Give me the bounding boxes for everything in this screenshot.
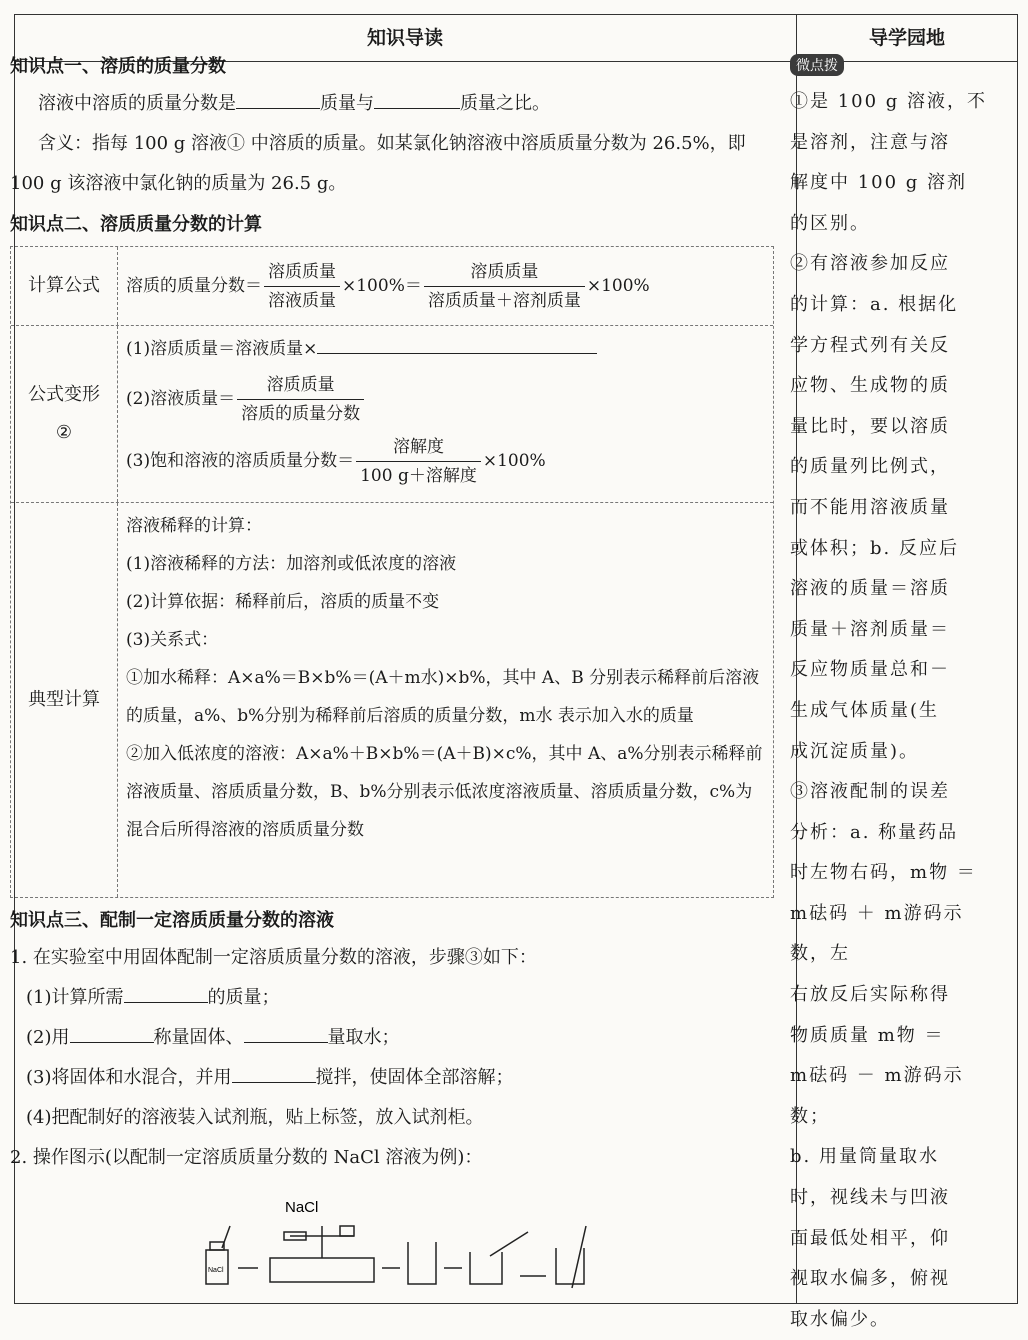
- tip-label: 微点拨: [790, 54, 844, 76]
- bottle-label: NaCl: [208, 1267, 224, 1274]
- side-line: 面最低处相平，仰: [790, 1227, 950, 1249]
- side-line: 时左物右码，m物 ＝: [790, 862, 977, 884]
- side-line: 视取水偏多，俯视: [790, 1268, 950, 1290]
- side-line: ①是 100 g 溶液，不: [790, 91, 988, 112]
- side-line: 的计算：a. 根据化: [790, 293, 959, 315]
- row-label: 典型计算: [11, 503, 118, 897]
- side-line: 解度中 100 g 溶剂: [790, 172, 968, 194]
- k3-title: 知识点三、配制一定溶质质量分数的溶液: [10, 910, 334, 931]
- tip-badge: [790, 54, 990, 76]
- text: 溶质的质量分数＝: [126, 276, 262, 296]
- line: [126, 368, 765, 430]
- k3-s1b: [10, 1018, 775, 1058]
- side-line: 应物、生成物的质: [790, 375, 950, 397]
- denominator: 100 g＋溶解度: [360, 465, 477, 486]
- side-text: [790, 82, 990, 1340]
- numerator: 溶质质量: [424, 258, 585, 287]
- fraction: [264, 258, 340, 315]
- side-line: 取水偏少。: [790, 1308, 890, 1330]
- k3-s1d: (4)把配制好的溶液装入试剂瓶，贴上标签，放入试剂柜。: [26, 1107, 484, 1128]
- side-line: 的质量列比例式，: [790, 456, 950, 478]
- side-line: m砝码 ＋ m游码示数，左: [790, 902, 964, 965]
- side-line: 时，视线未与凹液: [790, 1187, 950, 1209]
- line: (1)溶液稀释的方法：加溶剂或低浓度的溶液: [126, 554, 457, 574]
- text: 搅拌，使固体全部溶解；: [315, 1067, 514, 1088]
- text: (2)用: [26, 1027, 70, 1048]
- operation-diagram: [200, 1196, 620, 1296]
- side-line: 溶液的质量＝溶质: [790, 578, 950, 600]
- table-row: [11, 247, 773, 326]
- side-line: 生成气体质量(生: [790, 699, 940, 721]
- k1-p2: 含义：指每 100 g 溶液① 中溶质的质量。如某氯化钠溶液中溶质质量分数为 26.5%，即 100 g 该溶液中氯化钠的质量为 26.5 g。: [10, 133, 746, 194]
- denominator: 溶质的质量分数: [241, 403, 361, 424]
- header-right-title: 导学园地: [868, 27, 945, 49]
- blank[interactable]: [236, 88, 320, 109]
- table-row: [11, 503, 773, 897]
- blank[interactable]: [317, 333, 597, 354]
- reagent-bottle-icon: [206, 1226, 230, 1284]
- row-content: [118, 326, 773, 502]
- side-line: 物质质量 m物 ＝: [790, 1024, 945, 1046]
- numerator: 溶质质量: [264, 258, 340, 287]
- side-line: 的区别。: [790, 212, 870, 234]
- side-line: 成沉淀质量)。: [790, 740, 920, 762]
- text: (1)溶质质量＝溶液质量×: [126, 339, 318, 359]
- text: ×100%: [586, 276, 650, 296]
- table-row: [11, 326, 773, 503]
- text: (3)饱和溶液的溶质质量分数＝: [126, 451, 355, 471]
- blank[interactable]: [232, 1062, 316, 1083]
- blank[interactable]: [124, 982, 208, 1003]
- side-line: 量比时，要以溶质: [790, 415, 950, 437]
- blank[interactable]: [374, 88, 460, 109]
- line: ①加水稀释：A×a%＝B×b%＝(A＋m水)×b%，其中 A、B 分别表示稀释前后溶液的质量，a%、b%分别为稀释前后溶质的质量分数，m水 表示加入水的质量: [126, 668, 760, 726]
- side-line: ③溶液配制的误差: [790, 781, 950, 803]
- numerator: 溶质质量: [237, 371, 364, 400]
- k1-p1: [10, 84, 775, 124]
- side-line: 是溶剂，注意与溶: [790, 131, 950, 153]
- k3-s1c: [10, 1058, 775, 1098]
- text: ×100%＝: [342, 276, 422, 296]
- denominator: 溶液质量: [268, 290, 336, 311]
- operation-figure: [200, 1196, 620, 1296]
- text: (1)计算所需: [26, 987, 124, 1008]
- numerator: 溶解度: [356, 433, 481, 462]
- k3-s1a: [10, 978, 775, 1018]
- line: [126, 430, 765, 492]
- side-line: 右放反后实际称得: [790, 984, 950, 1006]
- line: ②加入低浓度的溶液：A×a%＋B×b%＝(A＋B)×c%，其中 A、a%分别表示稀释前溶液质量、溶质质量分数，B、b%分别表示低浓度溶液质量、溶质质量分数，c%为混合后所得溶液的溶质质量分数: [126, 744, 763, 840]
- row-content: [118, 503, 773, 897]
- line: (2)计算依据：稀释前后，溶质的质量不变: [126, 592, 440, 612]
- k3-s2: 2. 操作图示(以配制一定溶质质量分数的 NaCl 溶液为例)：: [10, 1147, 483, 1168]
- balance-icon: [270, 1226, 374, 1282]
- stirring-beaker-icon: [556, 1226, 586, 1288]
- blank[interactable]: [244, 1022, 328, 1043]
- blank[interactable]: [70, 1022, 154, 1043]
- line: 溶液稀释的计算：: [126, 516, 262, 536]
- side-line: ②有溶液参加反应: [790, 253, 950, 275]
- pouring-cylinder-icon: [470, 1232, 528, 1284]
- text: 质量之比。: [460, 93, 550, 114]
- k3-s1: 1. 在实验室中用固体配制一定溶质质量分数的溶液，步骤③如下：: [10, 947, 537, 968]
- row-label: 计算公式: [11, 247, 118, 325]
- side-line: 质量＋溶剂质量＝: [790, 618, 950, 640]
- text: 称量固体、: [153, 1027, 244, 1048]
- nacl-label: NaCl: [285, 1199, 319, 1216]
- line: (3)关系式：: [126, 630, 219, 650]
- side-column: [790, 54, 990, 1340]
- side-line: m砝码 － m游码示数；: [790, 1065, 964, 1127]
- beaker-icon: [408, 1242, 436, 1284]
- side-line: 或体积；b. 反应后: [790, 537, 959, 559]
- fraction: [424, 258, 585, 315]
- k2-title: 知识点二、溶质质量分数的计算: [10, 214, 262, 235]
- main-column: [10, 50, 775, 1178]
- text: 质量与: [320, 93, 374, 114]
- fraction: [356, 433, 481, 490]
- side-line: b. 用量筒量取水: [790, 1146, 939, 1168]
- header-left-title: 知识导读: [366, 27, 443, 49]
- text: 溶液中溶质的质量分数是: [38, 93, 236, 114]
- side-line: 反应物质量总和－: [790, 659, 950, 681]
- denominator: 溶质质量＋溶剂质量: [427, 290, 581, 311]
- text: ×100%: [482, 451, 546, 471]
- text: (2)溶液质量＝: [126, 389, 236, 409]
- text: 的质量；: [207, 987, 280, 1008]
- text: (3)将固体和水混合，并用: [26, 1067, 232, 1088]
- row-content: [118, 247, 773, 325]
- side-line: 学方程式列有关反: [790, 334, 950, 356]
- fraction: [237, 371, 364, 428]
- text: 量取水；: [327, 1027, 400, 1048]
- side-line: 分析：a. 称量药品: [790, 821, 959, 843]
- row-label: 公式变形②: [11, 326, 118, 502]
- formula-table: [10, 246, 774, 898]
- line: [126, 330, 765, 368]
- side-line: 而不能用溶液质量: [790, 496, 950, 518]
- k1-title: 知识点一、溶质的质量分数: [10, 56, 226, 77]
